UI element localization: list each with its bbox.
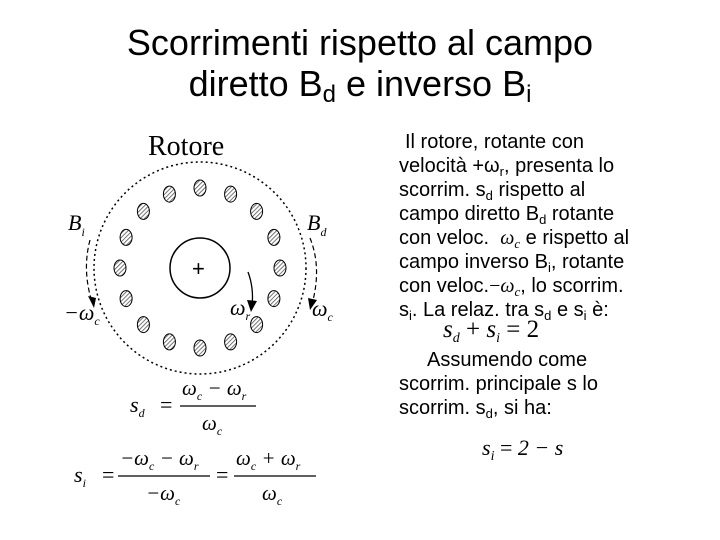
svg-text:ωc: $\omega_c$ xyxy=(202,411,223,438)
p1-line-5: con veloc. $\omega_c$ e rispetto al xyxy=(399,227,630,251)
rotor-center-plus: + xyxy=(192,256,205,281)
svg-text:sd: $s_d$ xyxy=(130,392,145,420)
formula-sd xyxy=(130,376,256,438)
p1-line-1: Il rotore, rotante con xyxy=(405,131,584,153)
rotor-conductor xyxy=(120,229,132,245)
p1-line-4: campo diretto $B_d$ rotante xyxy=(399,203,615,227)
svg-text:ωc: $\omega_c$ xyxy=(262,481,283,508)
rotor-conductor xyxy=(114,260,126,276)
p1-line-3: scorrim. $s_d$ rispetto al xyxy=(399,179,586,203)
bd-arrow xyxy=(310,238,317,304)
p2-line-1: Assumendo come xyxy=(427,349,588,371)
rotor-conductor xyxy=(225,334,237,350)
paragraph-1 xyxy=(399,130,699,322)
minus-omega-c-label: $-\omega_c$ xyxy=(64,300,100,328)
svg-text:=: = xyxy=(102,462,115,487)
rotor-conductor xyxy=(194,340,206,356)
title-line-2: diretto $B_d$ e inverso $B_i$ xyxy=(188,63,532,108)
p1-line-6: campo inverso $B_i$, rotante xyxy=(399,251,625,275)
p1-line-2: velocità $+\omega_r$, presenta lo xyxy=(399,155,615,179)
omega-r-label: $\omega_r$ xyxy=(230,295,251,323)
rotor-conductor xyxy=(225,186,237,202)
equation-sum: $s_d + s_i = 2$ xyxy=(443,316,540,346)
bi-label: $B_i$ xyxy=(68,210,85,239)
rotor-conductor xyxy=(194,180,206,196)
svg-text:ωc − ωr: $\omega_c - \omega_r$ xyxy=(182,376,247,403)
paragraph-2 xyxy=(399,348,699,420)
rotor-label: Rotore xyxy=(148,131,225,162)
rotor-conductor xyxy=(251,203,263,219)
svg-text:=: = xyxy=(216,462,229,487)
rotor-conductor xyxy=(120,291,132,307)
rotor-conductor xyxy=(137,317,149,333)
p1-line-7: con $veloc.-\omega_c$, lo scorrim. xyxy=(399,275,624,299)
bi-arrow xyxy=(86,240,92,302)
rotor-conductor xyxy=(251,317,263,333)
formula-si xyxy=(74,446,316,508)
svg-text:=: = xyxy=(160,392,173,417)
equation-si: $s_i = 2 - s$ xyxy=(482,435,564,464)
svg-text:−ωc − ωr: $-\omega_c - \omega_r$ xyxy=(120,446,199,473)
rotor-conductor xyxy=(274,260,286,276)
slide-title xyxy=(0,22,720,108)
p2-line-3: scorrim. $s_d$, si ha: xyxy=(399,397,552,421)
rotor-conductor xyxy=(268,291,280,307)
svg-text:si: $s_i$ xyxy=(74,462,86,490)
svg-text:−ωc: $-\omega_c$ xyxy=(146,481,181,508)
p2-line-2: scorrim. principale s lo xyxy=(399,373,598,395)
rotor-conductor xyxy=(268,229,280,245)
bd-label: $B_d$ xyxy=(307,210,327,239)
rotor-conductor xyxy=(163,186,175,202)
omega-c-label: $\omega_c$ xyxy=(312,296,333,324)
rotor-conductor xyxy=(163,334,175,350)
rotor-conductor xyxy=(137,203,149,219)
p1-line-8: $s_i$. La relaz. tra $s_d$ e $s_i$ è: xyxy=(399,299,609,323)
rotor-diagram xyxy=(60,120,400,520)
svg-text:ωc + ωr: $\omega_c + \omega_r$ xyxy=(236,446,301,473)
title-line-1: Scorrimenti rispetto al campo xyxy=(126,22,594,63)
